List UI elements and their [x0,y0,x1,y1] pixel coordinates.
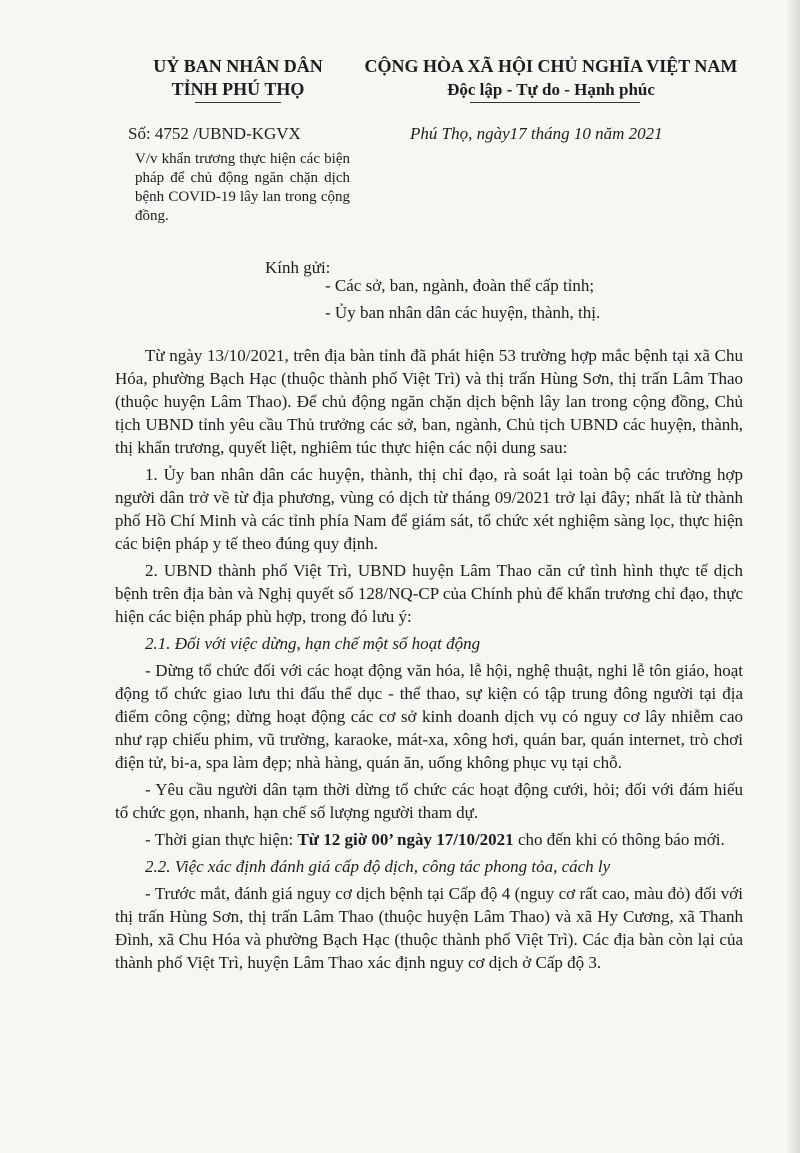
document-subject: V/v khẩn trương thực hiện các biện pháp để chủ động ngăn chặn dịch bệnh COVID-19 lây lan trong cộng đồng. [135,151,350,224]
item-2-paragraph: 2. UBND thành phố Việt Trì, UBND huyện Lâm Thao căn cứ tình hình thực tế dịch bệnh trên địa bàn và Nghị quyết số 128/NQ-CP của Chính phủ để khẩn trương chỉ đạo, thực hiện các biện pháp phù hợp, trong đó lưu ý: [115,561,743,626]
document-number: Số: 4752 /UBND-KGVX [128,124,301,143]
section-2-1-heading: 2.1. Đối với việc dừng, hạn chế một số hoạt động [145,634,481,653]
section-2-1-paragraph-b: - Yêu cầu người dân tạm thời dừng tổ chức các hoạt động cưới, hỏi; đối với đám hiếu tổ chức gọn, nhanh, hạn chế số lượng người tham dự. [115,780,743,822]
agency-line-2: TỈNH PHÚ THỌ [171,79,305,99]
section-2-1-paragraph-c [115,828,743,851]
page-edge-shadow [786,0,800,1153]
section-2-2-paragraph-a: - Trước mắt, đánh giá nguy cơ dịch bệnh tại Cấp độ 4 (nguy cơ rất cao, màu đỏ) đối với thị trấn Hùng Sơn, thị trấn Lâm Thao (thuộc huyện Lâm Thao) và xã Hy Cương, xã Thanh Đình, xã Chu Hóa và phường Bạch Hạc (thuộc thành phố Việt Trì). Các địa bàn còn lại của thành phố Việt Trì, huyện Lâm Thao xác định nguy cơ dịch ở Cấp độ 3. [115,884,743,972]
time-label: - Thời gian thực hiện: [145,830,298,849]
agency-line-1: UỶ BAN NHÂN DÂN [153,56,323,76]
greeting: Kính gửi: [265,258,331,277]
recipient-item: - Các sở, ban, ngành, đoàn thể cấp tỉnh; [325,276,595,295]
recipients-list [325,272,600,326]
item-1-paragraph: 1. Ủy ban nhân dân các huyện, thành, thị chỉ đạo, rà soát lại toàn bộ các trường hợp người dân trở về từ địa phương, vùng có dịch từ tháng 09/2021 trở lại đây; nhất là từ thành phố Hồ Chí Minh và các tỉnh phía Nam để giám sát, tổ chức xét nghiệm sàng lọc, thực hiện các biện pháp y tế theo đúng quy định. [115,465,743,553]
intro-paragraph: Từ ngày 13/10/2021, trên địa bàn tỉnh đã phát hiện 53 trường hợp mắc bệnh tại xã Chu Hóa, phường Bạch Hạc (thuộc thành phố Việt Trì) và thị trấn Hùng Sơn, thị trấn Lâm Thao (thuộc huyện Lâm Thao). Để chủ động ngăn chặn dịch bệnh lây lan trong cộng đồng, Chủ tịch UBND tỉnh yêu cầu Thủ trưởng các sở, ban, ngành, Chủ tịch UBND các huyện, thành, thị khẩn trương, quyết liệt, nghiêm túc thực hiện các nội dung sau: [115,346,743,457]
recipient-item: - Ủy ban nhân dân các huyện, thành, thị. [325,303,601,322]
motto-underline [470,102,640,103]
national-motto: Độc lập - Tự do - Hạnh phúc [447,80,655,99]
place-date: Phú Thọ, ngày17 tháng 10 năm 2021 [410,124,663,143]
document-body [115,344,743,978]
time-value: Từ 12 giờ 00’ ngày 17/10/2021 [297,830,514,849]
agency-underline [195,102,281,103]
time-suffix: cho đến khi có thông báo mới. [513,830,725,849]
section-2-2-heading: 2.2. Việc xác định đánh giá cấp độ dịch, công tác phong tỏa, cách ly [145,857,611,876]
section-2-1-paragraph-a: - Dừng tổ chức đối với các hoạt động văn hóa, lễ hội, nghệ thuật, nghi lễ tôn giáo, hoạt động tổ chức giao lưu thi đấu thể dục - thể thao, sự kiện có tập trung đông người tại địa điểm công cộng; dừng hoạt động các cơ sở kinh doanh dịch vụ có nguy cơ lây nhiễm cao như rạp chiếu phim, vũ trường, karaoke, mát-xa, xông hơi, quán bar, quán internet, trò chơi điện tử, bi-a, spa làm đẹp; nhà hàng, quán ăn, uống không phục vụ tại chỗ. [115,661,743,772]
nation-title: CỘNG HÒA XÃ HỘI CHỦ NGHĨA VIỆT NAM [364,56,738,76]
national-header [356,55,746,101]
issuing-agency [118,55,358,101]
